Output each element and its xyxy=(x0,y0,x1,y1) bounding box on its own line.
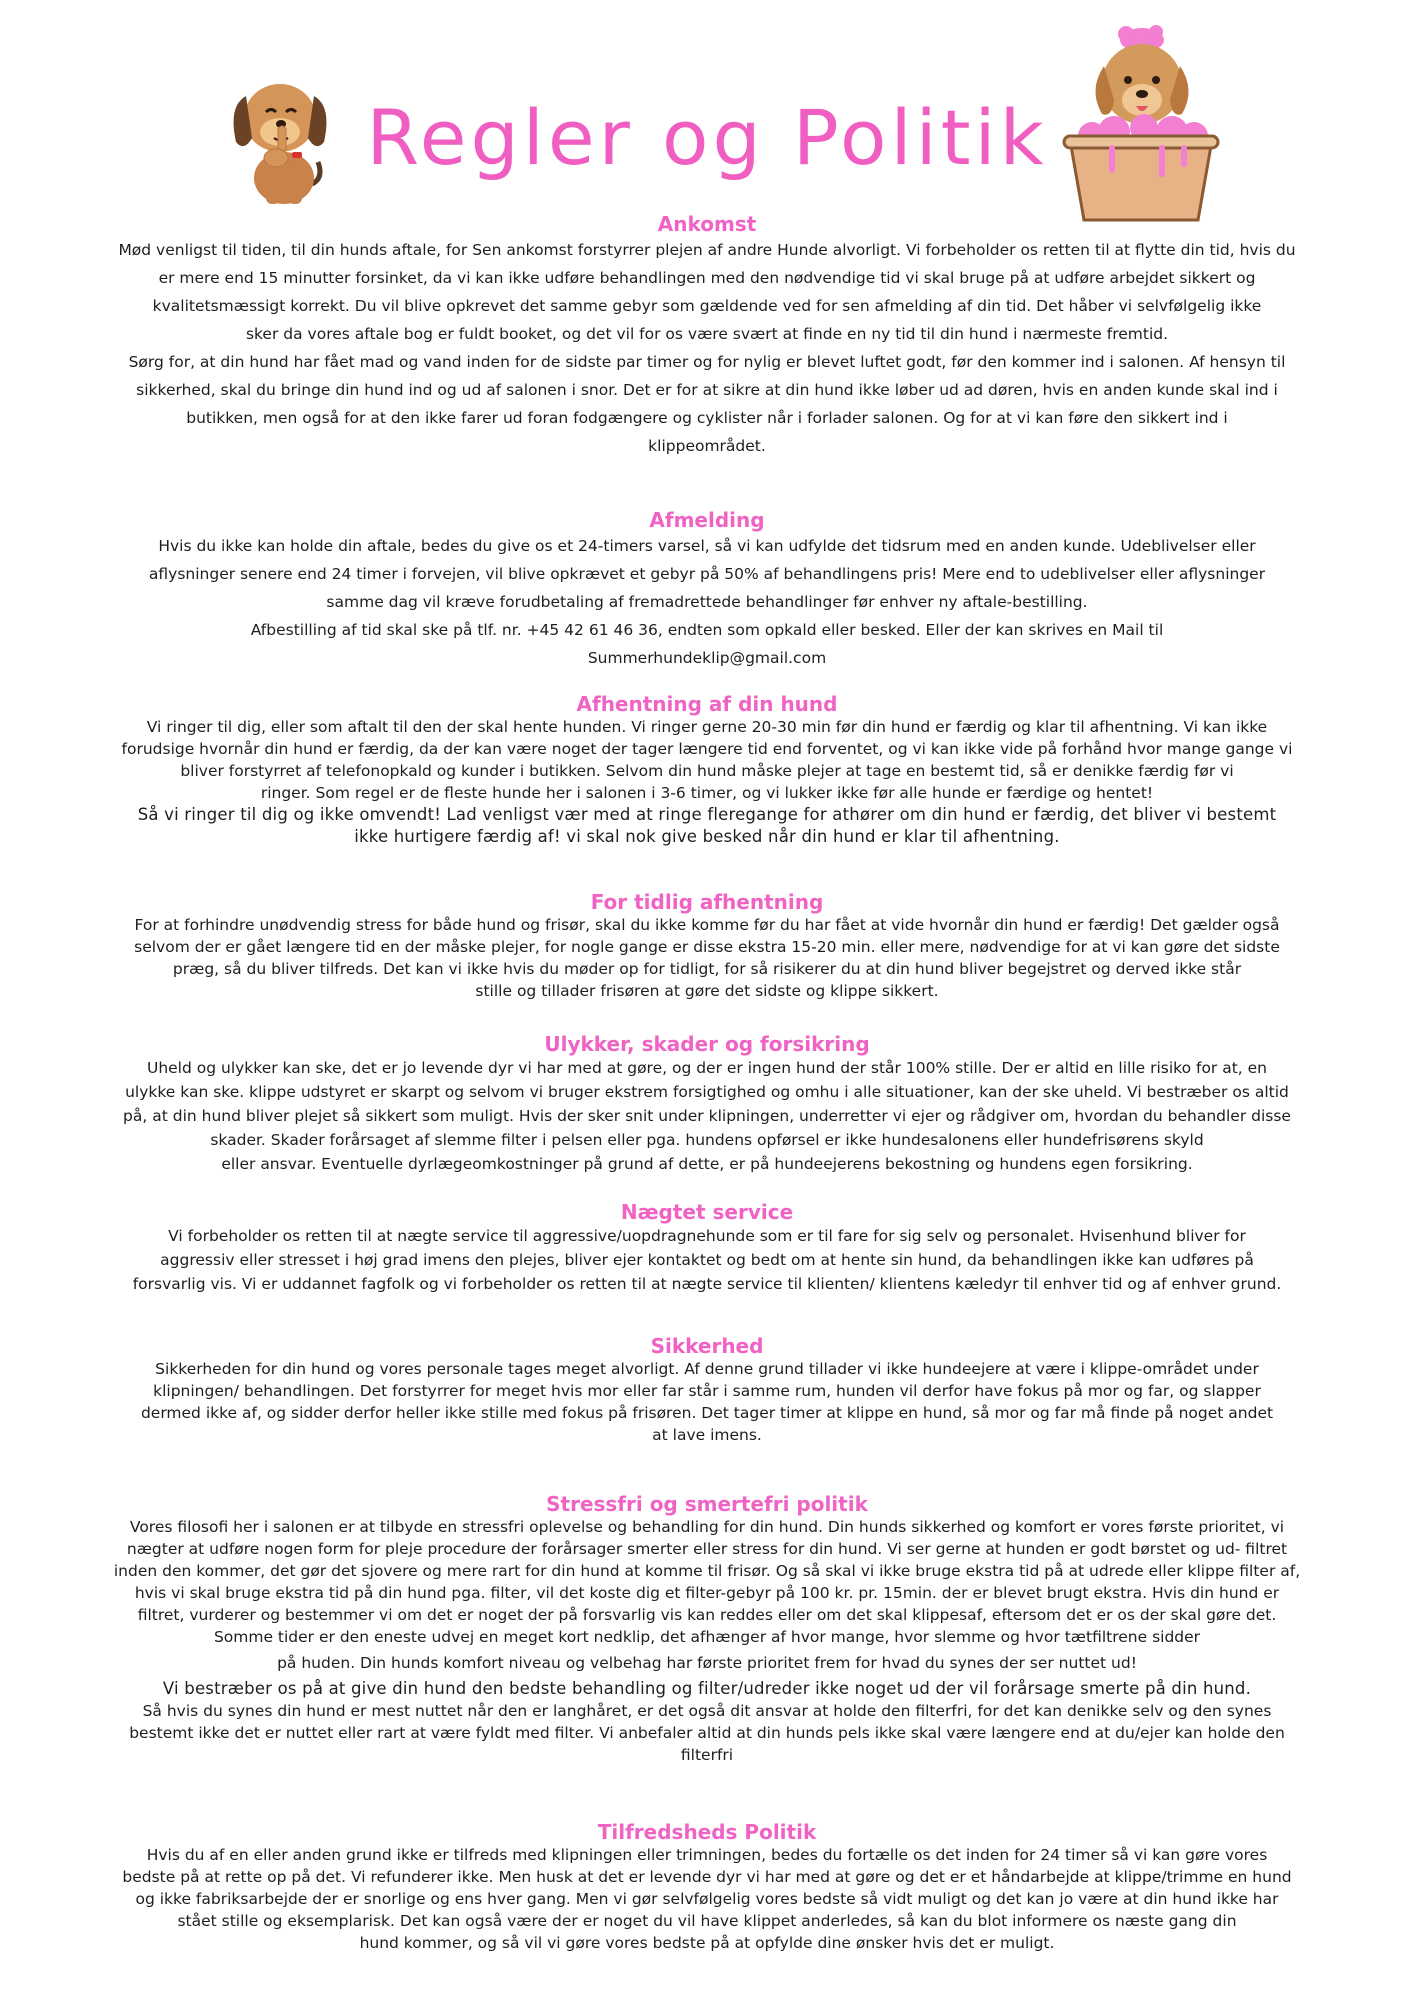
section-stressfri xyxy=(80,1492,1334,1766)
section-afhentning xyxy=(80,692,1334,848)
text-line: klippeområdet. xyxy=(648,437,766,455)
text-line: Vores filosofi her i salonen er at tilbyde en stressfri oplevelse og behandling for din hund. Din hunds sikkerhed og komfort er vores første prioritet, vi xyxy=(129,1518,1285,1536)
section-heading-afmelding: Afmelding xyxy=(649,508,765,532)
section-naegtet-service xyxy=(80,1200,1334,1296)
text-line: selvom der er gået længere tid en der måske plejer, for nogle gange er disse ekstra 15-20 min. eller mere, nødvendige for at vi kan gøre det sidste xyxy=(134,938,1280,956)
text-line: Summerhundeklip@gmail.com xyxy=(587,649,827,667)
text-line: Somme tider er den eneste udvej en meget kort nedklip, det afhænger af hvor mange, hvor slemme og hvor tætfiltrene sidder xyxy=(213,1628,1201,1646)
section-heading-sikkerhed: Sikkerhed xyxy=(650,1334,764,1358)
text-line: at lave imens. xyxy=(652,1426,762,1444)
text-line: forudsige hvornår din hund er færdig, da der kan være noget der tager længere tid end forventet, og vi kan ikke vide på forhånd hvor mange gange vi xyxy=(121,740,1293,758)
text-line: For at forhindre unødvendig stress for både hund og frisør, skal du ikke komme før du har fået at vide hvornår din hund er færdig! Det gælder også xyxy=(134,916,1280,934)
text-line: er mere end 15 minutter forsinket, da vi kan ikke udføre behandlingen med den nødvendige tid vi skal bruge på at udføre arbejdet sikkert og xyxy=(158,269,1256,287)
section-ulykker xyxy=(80,1032,1334,1176)
section-ankomst xyxy=(80,212,1334,460)
text-line: inden den kommer, det gør det sjovere og mere rart for din hund at komme til frisør. Og så skal vi ikke bruge ekstra tid på at udrede eller klippe filter af, xyxy=(113,1562,1301,1580)
text-line: og ikke fabriksarbejde der er snorlige og ens hver gang. Men vi gør selvfølgelig vores bedste så vidt muligt og det kan jo være at din hund ikke har xyxy=(135,1890,1279,1908)
text-line: aggressiv eller stresset i høj grad imens den plejes, bliver ejer kontaktet og bedt om at hente sin hund, da behandlingen ikke kan udføres på xyxy=(160,1251,1254,1269)
section-heading-for-tidlig-afhentning: For tidlig afhentning xyxy=(590,890,824,914)
text-line: klipningen/ behandlingen. Det forstyrrer for meget hvis mor eller far står i samme rum, hunden vil derfor have fokus på mor og far, og slapper xyxy=(153,1382,1261,1400)
text-line: eller ansvar. Eventuelle dyrlægeomkostninger på grund af dette, er på hundeejerens bekostning og hundens egen forsikring. xyxy=(221,1155,1193,1173)
text-line: samme dag vil kræve forudbetaling af fremadrettede behandlinger før enhver ny aftale-bestilling. xyxy=(326,593,1088,611)
text-line: nægter at udføre nogen form for pleje procedure der forårsager smerter eller stress for din hund. Vi ser gerne at hunden er godt børstet og ud- filtret xyxy=(126,1540,1288,1558)
text-line: Mød venligst til tiden, til din hunds aftale, for Sen ankomst forstyrrer plejen af andre Hunde alvorligt. Vi forbeholder os retten til at flytte din tid, hvis du xyxy=(118,241,1296,259)
section-heading-afhentning: Afhentning af din hund xyxy=(576,692,838,716)
page-title: Regler og Politik xyxy=(366,93,1048,182)
text-line: Sikkerheden for din hund og vores personale tages meget alvorligt. Af denne grund tillader vi ikke hundeejere at være i klippe-området under xyxy=(155,1360,1259,1378)
section-heading-ulykker: Ulykker, skader og forsikring xyxy=(544,1032,870,1056)
text-line: på, at din hund bliver plejet så sikkert som muligt. Hvis der sker snit under klipningen, underretter vi ejer og rådgiver om, hvordan du behandler disse xyxy=(123,1107,1291,1125)
text-line: stille og tillader frisøren at gøre det sidste og klippe sikkert. xyxy=(475,982,939,1000)
text-line: på huden. Din hunds komfort niveau og velbehag har første prioritet frem for hvad du synes der ser nuttet ud! xyxy=(277,1654,1137,1672)
text-line: bestemt ikke det er nuttet eller rart at være fyldt med filter. Vi anbefaler altid at din hunds pels ikke skal være længere end at du/ejer kan holde den xyxy=(129,1724,1285,1742)
text-line: butikken, men også for at den ikke farer ud foran fodgængere og cyklister når i forlader salonen. Og for at vi kan føre den sikkert ind i xyxy=(186,409,1228,427)
section-for-tidlig-afhentning xyxy=(80,890,1334,1002)
text-line: dermed ikke af, og sidder derfor heller ikke stille med fokus på frisøren. Det tager timer at klippe en hund, så mor og far må finde på noget andet xyxy=(140,1404,1274,1422)
text-line: Vi bestræber os på at give din hund den bedste behandling og filter/udreder ikke noget ud der vil forårsage smerte på din hund. xyxy=(162,1679,1252,1698)
text-line: hvis vi skal bruge ekstra tid på din hund pga. filter, vil det koste dig et filter-gebyr på 100 kr. pr. 15min. der er blevet brugt ekstra. Hvis din hund er xyxy=(134,1584,1280,1602)
section-heading-tilfredshed: Tilfredsheds Politik xyxy=(597,1820,817,1844)
text-line: kvalitetsmæssigt korrekt. Du vil blive opkrevet det samme gebyr som gældende ved for sen afmelding af din tid. Det håber vi selvfølgelig ikke xyxy=(152,297,1262,315)
text-line: Afbestilling af tid skal ske på tlf. nr. +45 42 61 46 36, endten som opkald eller besked. Eller der kan skrives en Mail til xyxy=(250,621,1164,639)
section-heading-ankomst: Ankomst xyxy=(657,212,757,236)
section-tilfredshed xyxy=(80,1820,1334,1954)
text-line: filtret, vurderer og bestemmer vi om det er noget der på forsvarlig vis kan reddes eller om det skal klippesaf, eftersom det er os der skal gøre det. xyxy=(137,1606,1277,1624)
text-line: hund kommer, og så vil vi gøre vores bedste på at opfylde dine ønsker hvis det er muligt. xyxy=(359,1934,1055,1952)
text-line: Hvis du af en eller anden grund ikke er tilfreds med klipningen eller trimningen, bedes du fortælle os det inden for 24 timer så vi kan gøre vores xyxy=(146,1846,1268,1864)
text-line: Vi forbeholder os retten til at nægte service til aggressive/uopdragnehunde som er til fare for sig selv og personalet. Hvisenhund bliver for xyxy=(168,1227,1246,1245)
text-line: stået stille og eksemplarisk. Det kan også være der er noget du vil have klippet anderledes, så kan du blot informere os næste gang din xyxy=(177,1912,1237,1930)
text-line: Så hvis du synes din hund er mest nuttet når den er langhåret, er det også dit ansvar at holde den filterfri, for det kan denikke selv og den synes xyxy=(142,1702,1272,1720)
text-line: sikkerhed, skal du bringe din hund ind og ud af salonen i snor. Det er for at sikre at din hund ikke løber ud ad døren, hvis en anden kunde skal ind i xyxy=(136,381,1278,399)
text-line: Hvis du ikke kan holde din aftale, bedes du give os et 24-timers varsel, så vi kan udfylde det tidsrum med en anden kunde. Udeblivelser eller xyxy=(158,537,1256,555)
text-line: Sørg for, at din hund har fået mad og vand inden for de sidste par timer og for nylig er blevet luftet godt, før den kommer ind i salonen. Af hensyn til xyxy=(128,353,1286,371)
text-line: præg, så du bliver tilfreds. Det kan vi ikke hvis du møder op for tidligt, for så risikerer du at din hund bliver begejstret og derved ikke står xyxy=(172,960,1242,978)
text-line: ringer. Som regel er de fleste hunde her i salonen i 3-6 timer, og vi lukker ikke før alle hunde er færdige og hentet! xyxy=(260,784,1154,802)
text-line: ulykke kan ske. klippe udstyret er skarpt og selvom vi bruger ekstrem forsigtighed og omhu i alle situationer, kan der ske uheld. Vi bestræber os altid xyxy=(125,1083,1289,1101)
text-line: Vi ringer til dig, eller som aftalt til den der skal hente hunden. Vi ringer gerne 20-30 min før din hund er færdig og klar til afhentning. Vi kan ikke xyxy=(146,718,1268,736)
text-line: aflysninger senere end 24 timer i forvejen, vil blive opkrævet et gebyr på 50% af behandlingens pris! Mere end to udeblivelser eller aflysninger xyxy=(148,565,1266,583)
text-line: bliver forstyrret af telefonopkald og kunder i butikken. Selvom din hund måske plejer at tage en bestemt tid, så er denikke færdig før vi xyxy=(180,762,1234,780)
text-line: forsvarlig vis. Vi er uddannet fagfolk og vi forbeholder os retten til at nægte service til klienten/ klientens kæledyr til enhver tid og af enhver grund. xyxy=(132,1275,1282,1293)
section-sikkerhed xyxy=(80,1334,1334,1446)
text-line: skader. Skader forårsaget af slemme filter i pelsen eller pga. hundens opførsel er ikke hundesalonens eller hundefrisørens skyld xyxy=(210,1131,1204,1149)
text-line: bedste på at rette op på det. Vi refunderer ikke. Men husk at det er levende dyr vi har med at gøre og det er et håndarbejde at klippe/trimme en hund xyxy=(122,1868,1292,1886)
text-line: ikke hurtigere færdig af! vi skal nok give besked når din hund er klar til afhentning. xyxy=(354,827,1060,846)
section-heading-stressfri: Stressfri og smertefri politik xyxy=(546,1492,868,1516)
text-line: Så vi ringer til dig og ikke omvendt! Lad venligst vær med at ringe fleregange for athører om din hund er færdig, det bliver vi bestemt xyxy=(137,805,1277,824)
section-afmelding xyxy=(80,508,1334,672)
dog-bath-tub-icon xyxy=(1052,18,1228,226)
text-line: sker da vores aftale bog er fuldt booket, og det vil for os være svært at finde en ny tid til din hund i nærmeste fremtid. xyxy=(245,325,1169,343)
text-line: Uheld og ulykker kan ske, det er jo levende dyr vi har med at gøre, og der er ingen hund der står 100% stille. Der er altid en lille risiko for at, en xyxy=(146,1059,1268,1077)
text-line: filterfri xyxy=(680,1746,734,1764)
section-heading-naegtet-service: Nægtet service xyxy=(620,1200,794,1224)
